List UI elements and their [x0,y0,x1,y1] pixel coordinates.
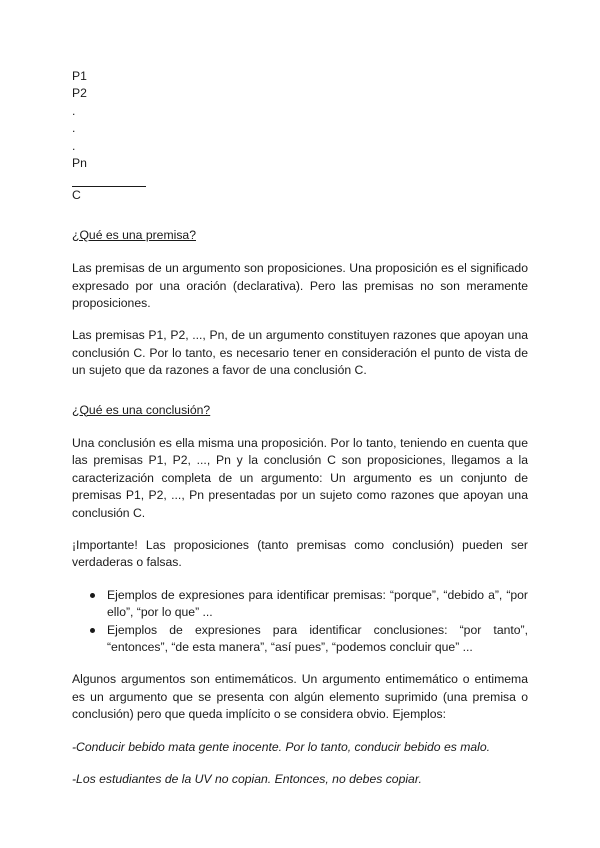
list-item [72,622,528,657]
list-item [72,587,528,622]
important-note: ¡Importante! Las proposiciones (tanto premisas como conclusión) pueden ser verdaderas o falsas. [72,538,528,570]
list-item-text: Ejemplos de expresiones para identificar premisas: “porque”, “debido a”, “por ello”, “por lo que” ... [107,587,528,620]
ellipsis-dot: . [72,138,76,153]
premise-p2: P2 [72,86,87,101]
enthymeme-paragraph: Algunos argumentos son entimemáticos. Un argumento entimemático o entimema es un argumento que se presenta con algún elemento suprimido (una premisa o conclusión) pero que queda implícito o se considera obvio. Ejemplos: [72,672,528,722]
document-page [72,68,528,788]
ellipsis-dot: . [72,103,76,118]
example-sentence: -Conducir bebido mata gente inocente. Por lo tanto, conducir bebido es malo. [72,739,491,754]
argument-schema [72,68,528,205]
example-sentence: -Los estudiantes de la UV no copian. Entonces, no debes copiar. [72,772,422,787]
conclusion-heading: ¿Qué es una conclusión? [72,402,211,417]
premise-paragraph: Las premisas P1, P2, ..., Pn, de un argumento constituyen razones que apoyan una conclusión C. Por lo tanto, es necesario tener en consideración el punto de vista de un sujeto que da razones a favor de una conclusión C. [72,328,528,378]
premise-heading: ¿Qué es una premisa? [72,227,196,242]
inference-line [72,172,146,187]
ellipsis-dot: . [72,121,76,136]
premise-p1: P1 [72,69,87,83]
conclusion-c: C [72,188,81,203]
premise-pn: Pn [72,155,87,170]
list-item-text: Ejemplos de expresiones para identificar conclusiones: “por tanto”, “entonces”, “de esta manera”, “así pues”, “podemos concluir que” ... [107,622,528,655]
premise-paragraph: Las premisas de un argumento son proposiciones. Una proposición es el significado expresado por una oración (declarativa). Pero las premisas no son meramente proposiciones. [72,261,528,310]
bullet-icon [90,628,95,633]
expression-list [72,587,528,657]
bullet-icon [90,593,95,598]
conclusion-paragraph: Una conclusión es ella misma una proposición. Por lo tanto, teniendo en cuenta que las premisas P1, P2, ..., Pn y la conclusión C son proposiciones, llegamos a la caracterización completa de un argumento: Un argumento es un conjunto de premisas P1, P2, ..., Pn presentadas por un sujeto como razones que apoyan una conclusión C. [72,435,528,520]
